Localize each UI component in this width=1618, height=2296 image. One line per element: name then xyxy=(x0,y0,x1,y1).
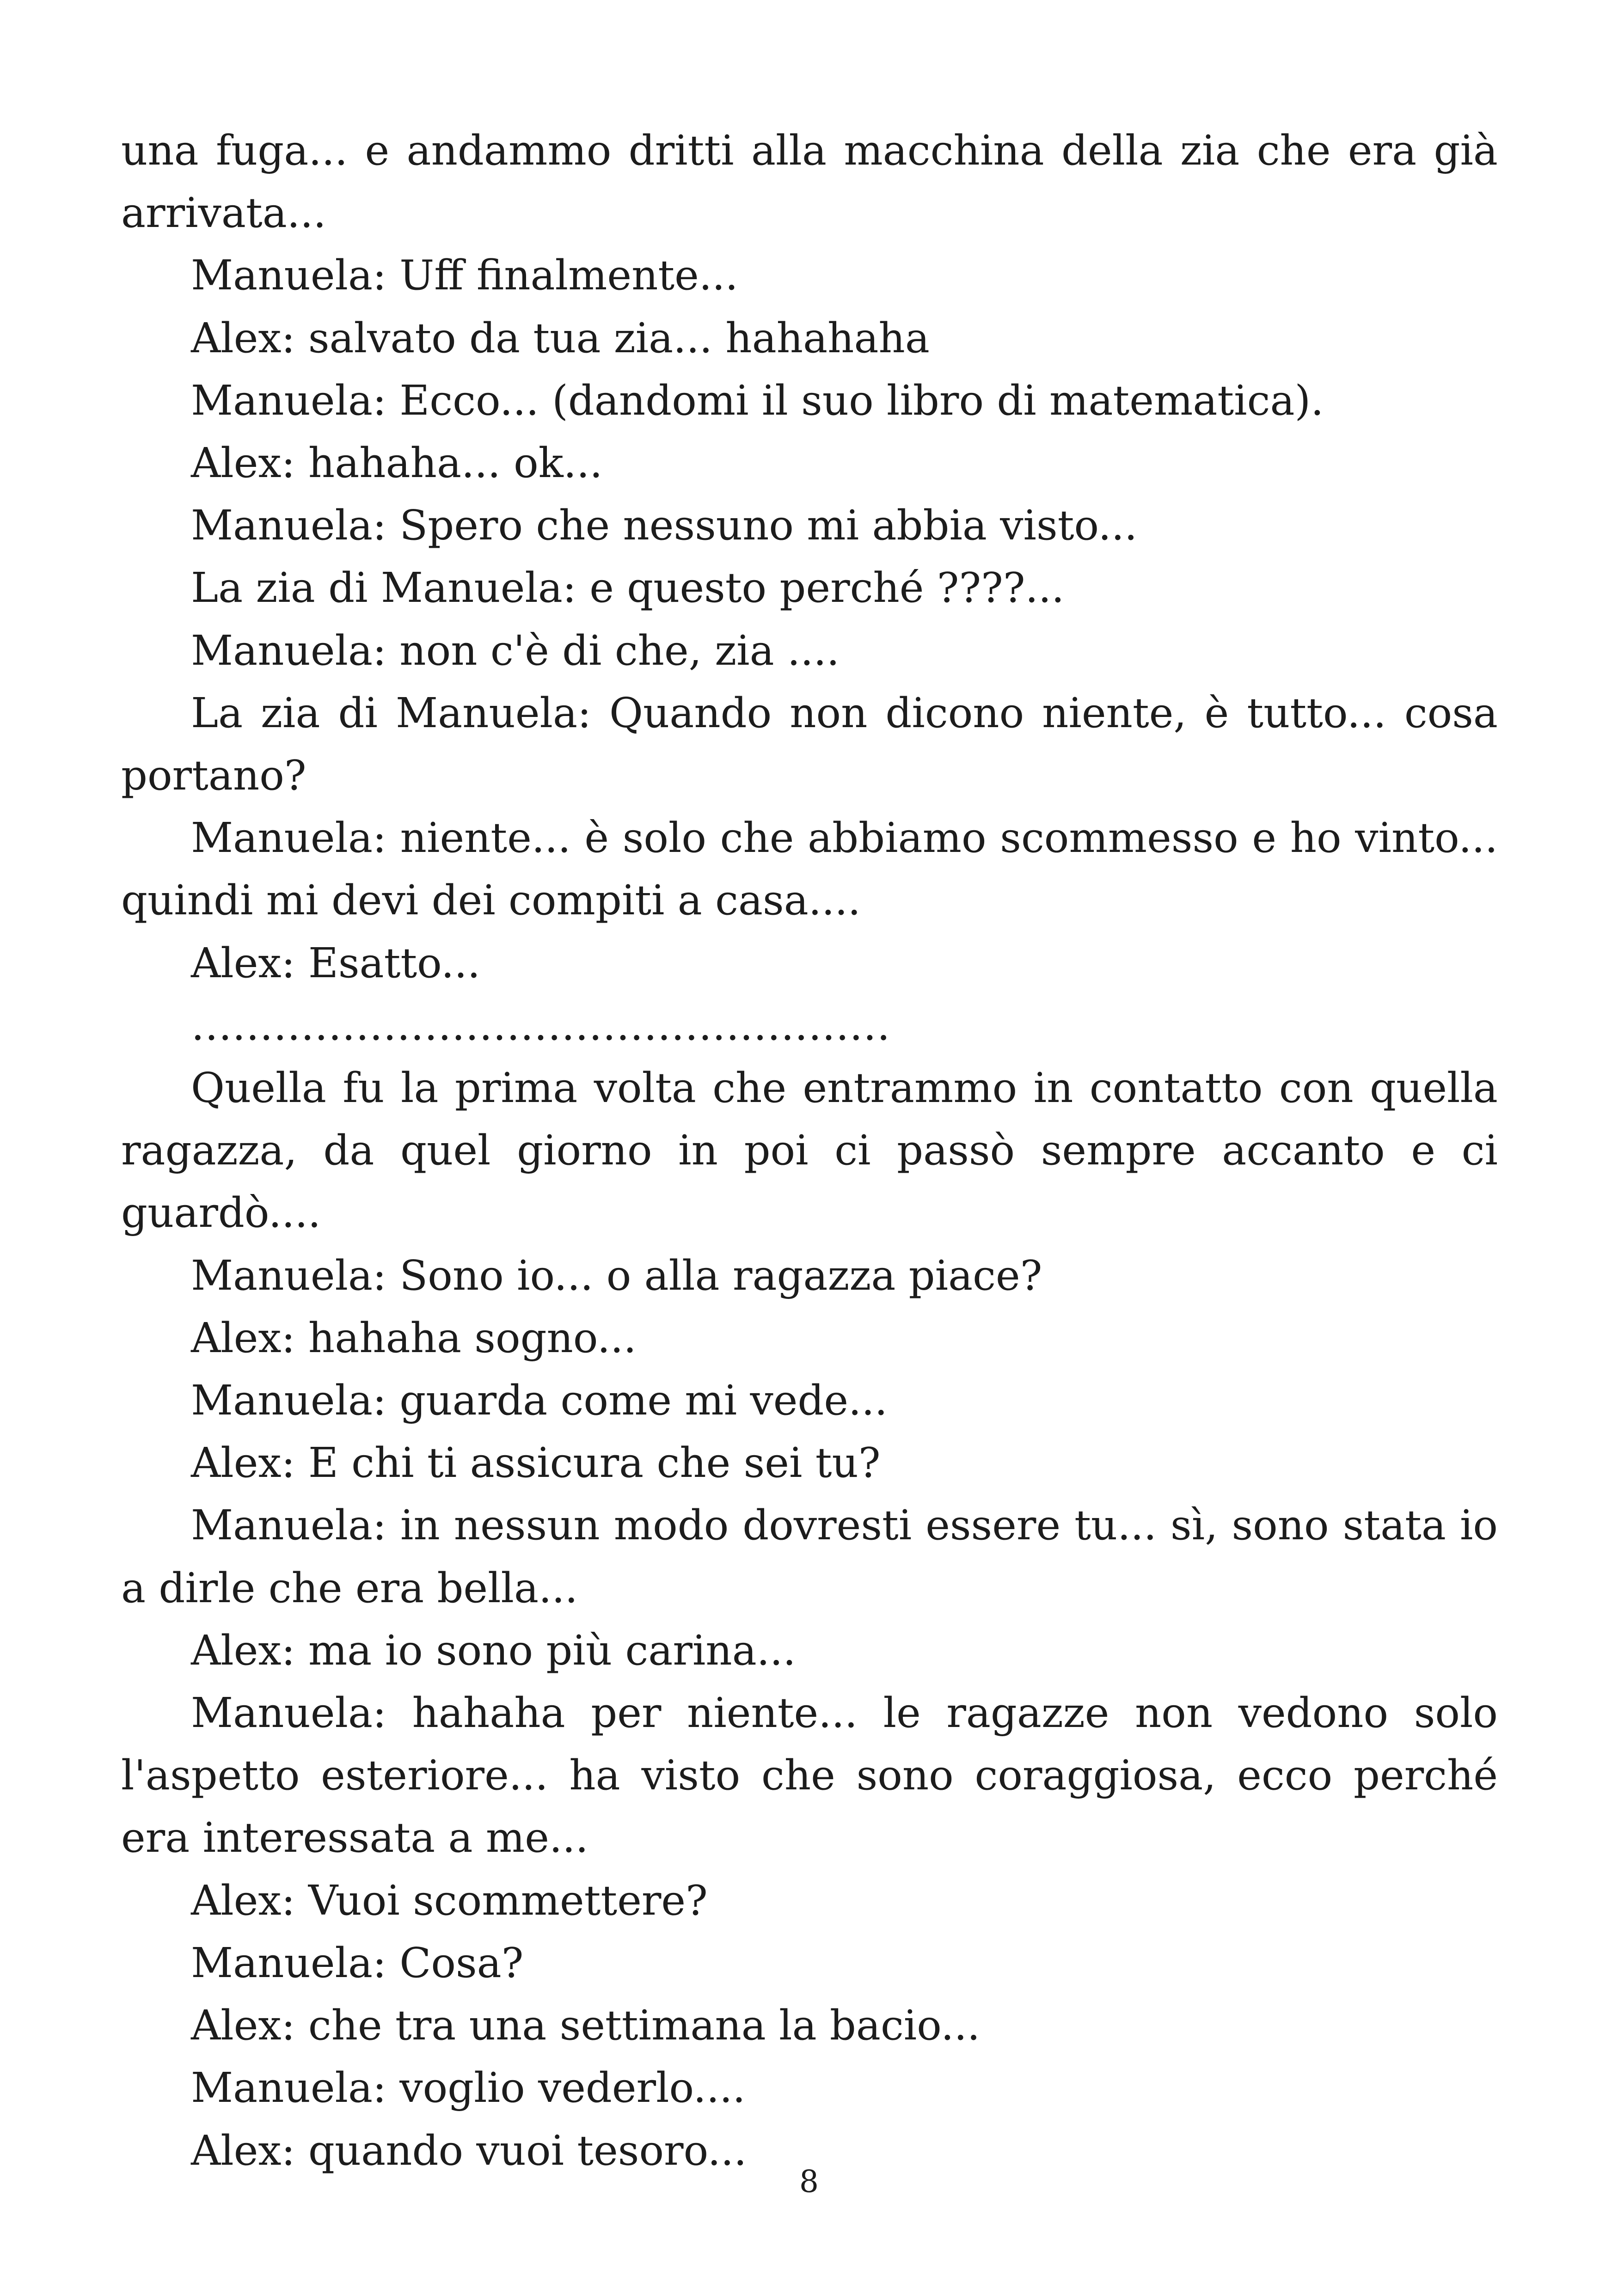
paragraph: Manuela: Sono io... o alla ragazza piace? xyxy=(191,1251,1042,1299)
paragraph: Manuela: non c'è di che, zia .... xyxy=(191,626,840,674)
paragraph: Alex: quando vuoi tesoro... xyxy=(191,2126,747,2174)
page-body xyxy=(121,119,1498,2182)
paragraph: Manuela: hahaha per niente... le ragazze non vedono solo l'aspetto esteriore... ha visto che sono coraggiosa, ecco perché era interessata a me... xyxy=(121,1689,1498,1862)
paragraph: Manuela: niente... è solo che abbiamo scommesso e ho vinto... quindi mi devi dei compiti a casa.... xyxy=(121,814,1498,925)
paragraph: Alex: hahaha sogno... xyxy=(191,1313,637,1362)
paragraph: Alex: salvato da tua zia... hahahaha xyxy=(191,313,930,362)
paragraph: Alex: E chi ti assicura che sei tu? xyxy=(191,1439,881,1487)
paragraph: Quella fu la prima volta che entrammo in contatto con quella ragazza, da quel giorno in poi ci passò sempre accanto e ci guardò.... xyxy=(121,1064,1498,1237)
paragraph: Manuela: guarda come mi vede... xyxy=(191,1376,888,1425)
page-number: 8 xyxy=(799,2164,819,2199)
paragraph: una fuga... e andammo dritti alla macchina della zia che era già arrivata... xyxy=(121,126,1498,237)
paragraph: Manuela: Ecco... (dandomi il suo libro di matematica). xyxy=(191,376,1324,424)
paragraph: Manuela: Cosa? xyxy=(191,1938,524,1987)
paragraph: Manuela: Spero che nessuno mi abbia visto... xyxy=(191,501,1138,550)
paragraph: Alex: Vuoi scommettere? xyxy=(191,1876,708,1924)
paragraph: Alex: che tra una settimana la bacio... xyxy=(191,2001,981,2050)
paragraph: Alex: ma io sono più carina... xyxy=(191,1626,796,1674)
paragraph: Manuela: voglio vederlo.... xyxy=(191,2063,746,2112)
paragraph: La zia di Manuela: Quando non dicono niente, è tutto... cosa portano? xyxy=(121,688,1498,800)
paragraph: Manuela: Uff finalmente... xyxy=(191,251,738,300)
section-separator: …………………………………………… xyxy=(191,1001,890,1049)
paragraph: Alex: Esatto... xyxy=(191,938,480,987)
paragraph: La zia di Manuela: e questo perché ????... xyxy=(191,563,1065,612)
paragraph: Manuela: in nessun modo dovresti essere tu... sì, sono stata io a dirle che era bella... xyxy=(121,1501,1498,1612)
paragraph: Alex: hahaha... ok... xyxy=(191,439,603,487)
